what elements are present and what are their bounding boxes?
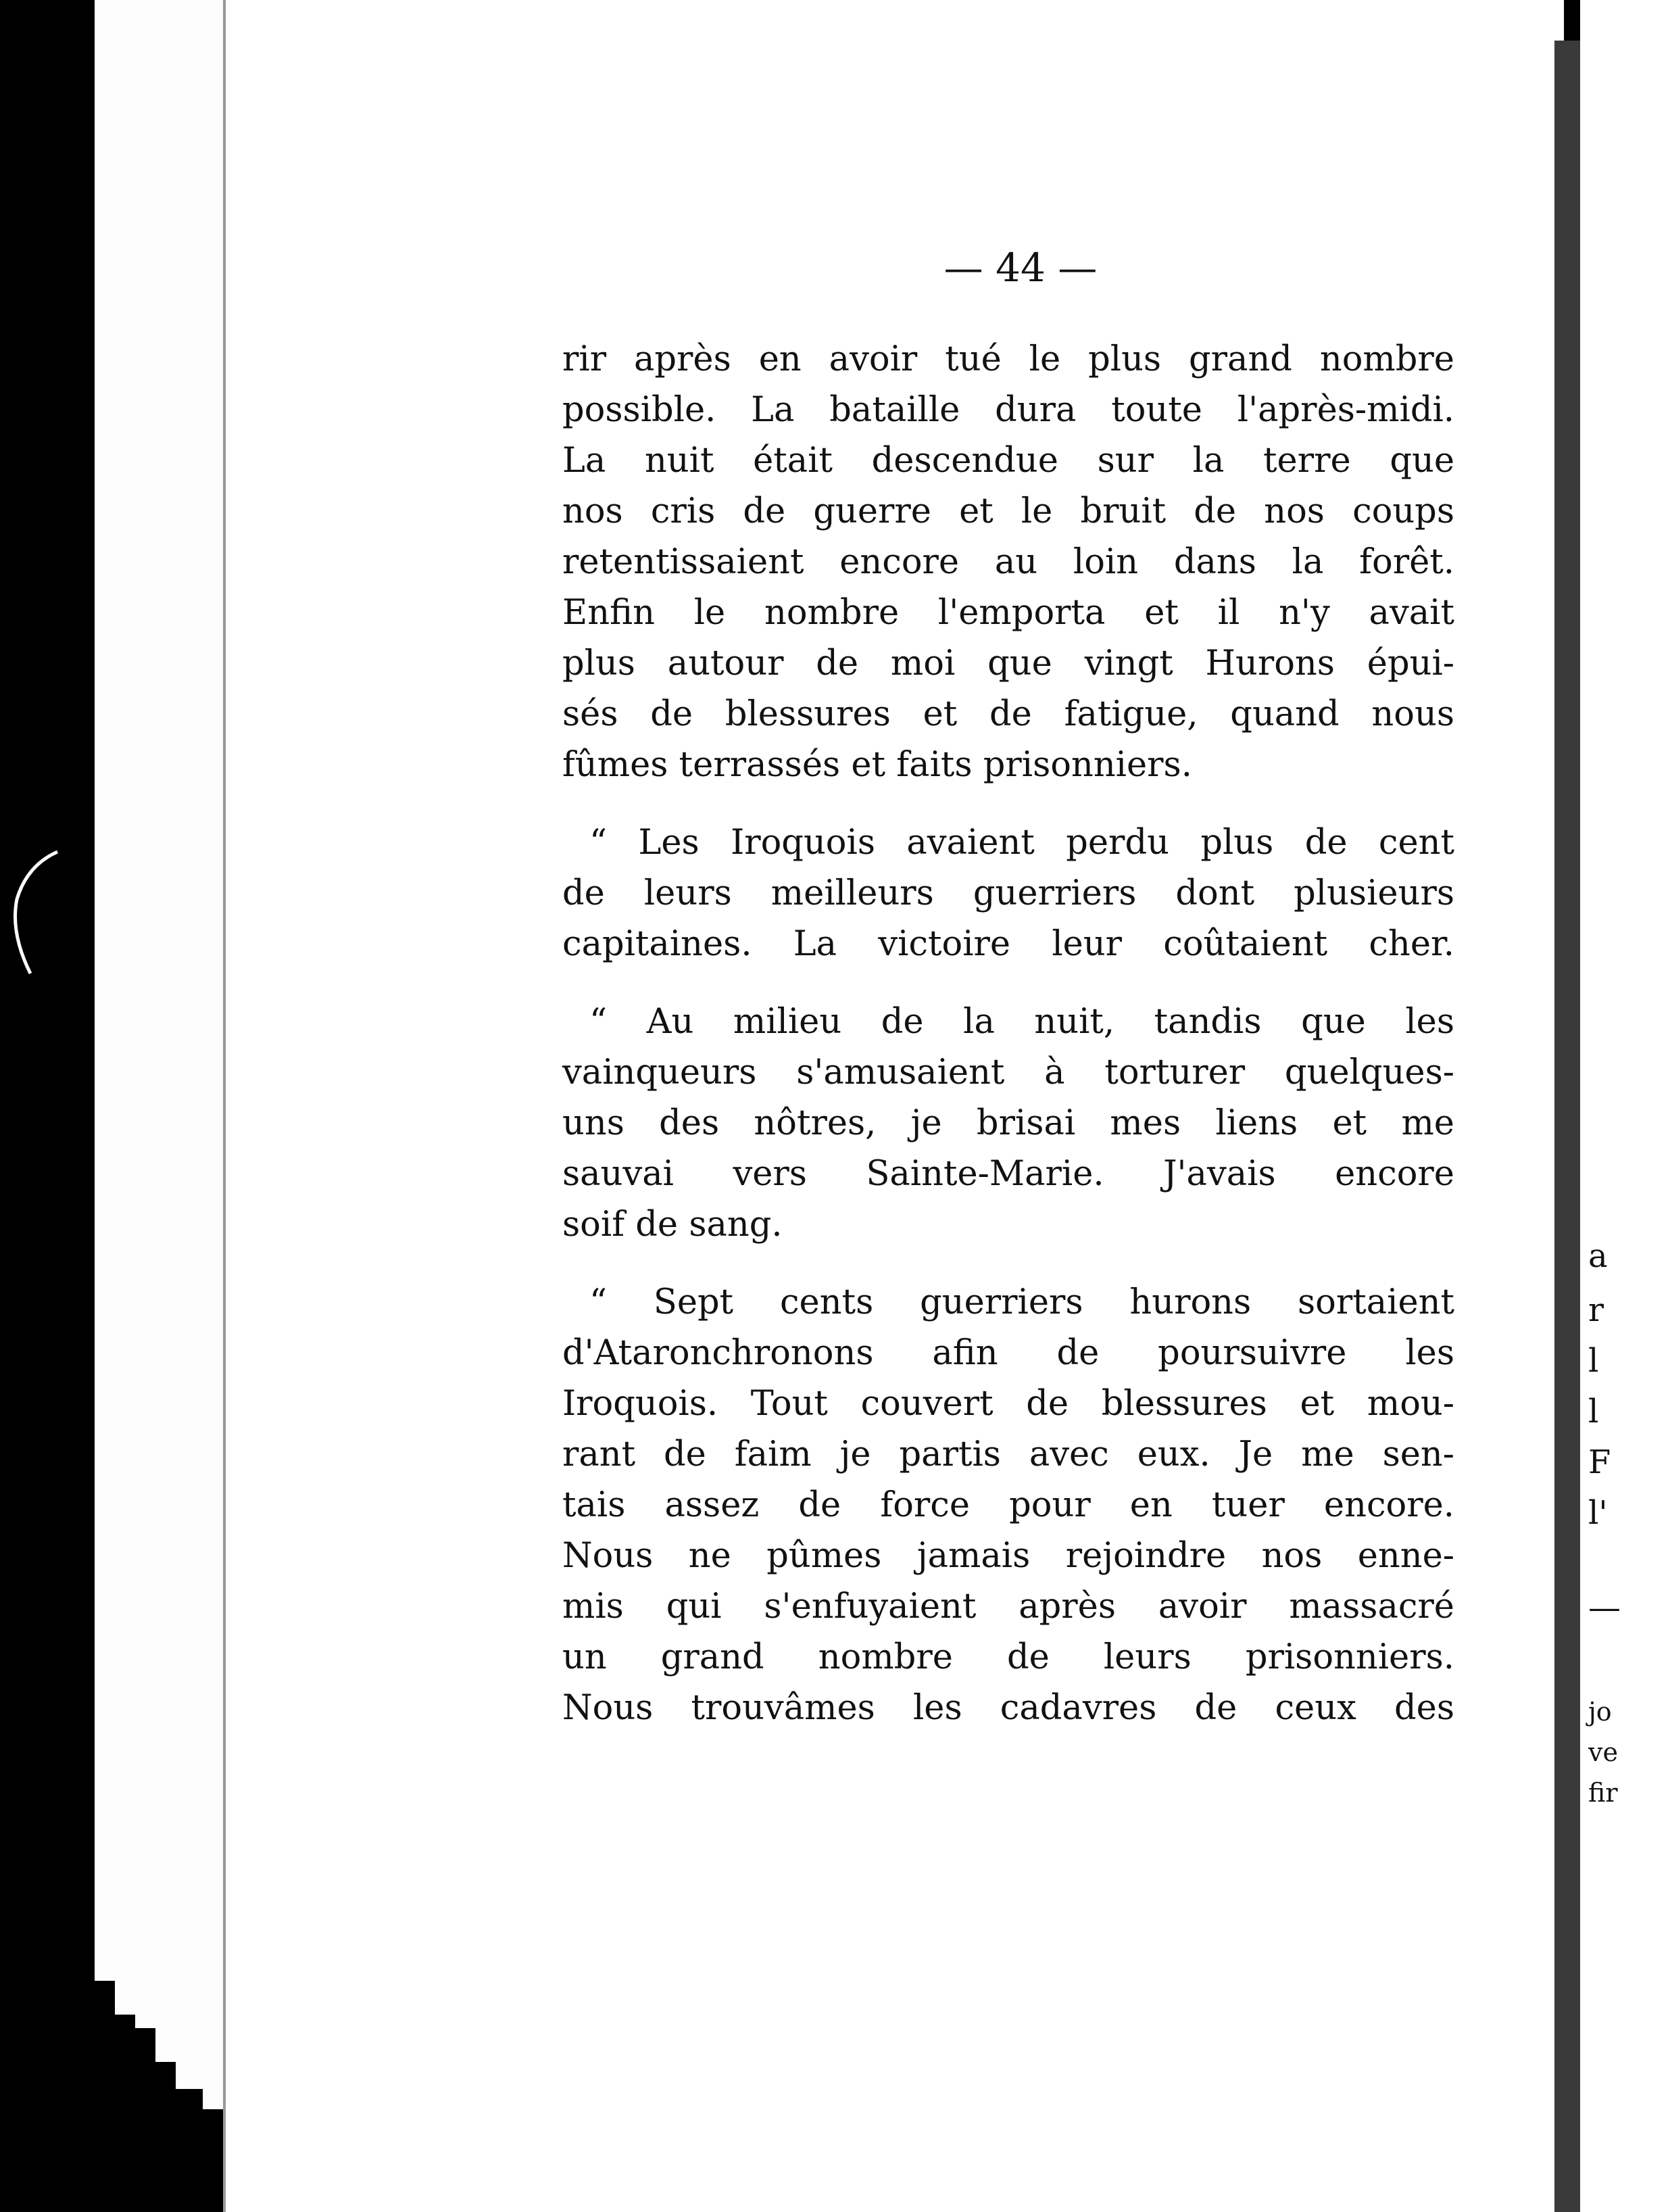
text-line: fûmes terrassés et faits prisonniers.	[562, 745, 1192, 785]
text-line: “ Au milieu de la nuit, tandis que les	[589, 1002, 1454, 1042]
margin-mark-icon	[0, 838, 61, 987]
adjacent-page	[1580, 0, 1668, 2212]
fragment-text: l	[1588, 1393, 1599, 1430]
fragment-text: ve	[1588, 1737, 1618, 1767]
fragment-text: l'	[1588, 1494, 1608, 1532]
text-line: un grand nombre de leurs prisonniers.	[562, 1637, 1454, 1677]
fragment-text: fir	[1588, 1778, 1618, 1808]
text-line: tais assez de force pour en tuer encore.	[562, 1485, 1454, 1525]
text-line: “ Les Iroquois avaient perdu plus de cent	[589, 823, 1454, 863]
fragment-text: l	[1588, 1342, 1599, 1380]
text-line: Enfin le nombre l'emporta et il n'y avait	[562, 593, 1454, 633]
fragment-text: —	[1588, 1589, 1621, 1627]
page-number: — 44 —	[943, 245, 1098, 291]
fragment-text: jo	[1588, 1697, 1612, 1727]
text-line: de leurs meilleurs guerriers dont plusieurs	[562, 873, 1454, 913]
text-line: plus autour de moi que vingt Hurons épui-	[562, 644, 1454, 683]
text-line: sés de blessures et de fatigue, quand nous	[562, 694, 1454, 734]
text-line: rant de faim je partis avec eux. Je me sen-	[562, 1435, 1454, 1474]
text-line: sauvai vers Sainte-Marie. J'avais encore	[562, 1154, 1454, 1194]
text-line: vainqueurs s'amusaient à torturer quelques-	[562, 1053, 1454, 1092]
text-line: possible. La bataille dura toute l'après-midi.	[562, 390, 1454, 430]
text-line: La nuit était descendue sur la terre que	[562, 441, 1454, 481]
text-line: Iroquois. Tout couvert de blessures et mou-	[562, 1384, 1454, 1424]
text-line: soif de sang.	[562, 1205, 783, 1245]
book-gutter	[1554, 41, 1580, 2212]
text-line: nos cris de guerre et le bruit de nos coups	[562, 491, 1454, 531]
text-line: Nous ne pûmes jamais rejoindre nos enne-	[562, 1536, 1454, 1576]
text-line: Nous trouvâmes les cadavres de ceux des	[562, 1688, 1454, 1728]
text-line: retentissaient encore au loin dans la forêt.	[562, 542, 1454, 582]
text-line: d'Ataronchronons afin de poursuivre les	[562, 1333, 1454, 1373]
text-line: rir après en avoir tué le plus grand nombre	[562, 339, 1454, 379]
text-line: capitaines. La victoire leur coûtaient cher.	[562, 924, 1454, 964]
body-text	[562, 334, 1454, 1733]
fragment-text: r	[1588, 1291, 1604, 1329]
fragment-text: F	[1588, 1443, 1611, 1481]
text-line: uns des nôtres, je brisai mes liens et me	[562, 1103, 1454, 1143]
text-line: mis qui s'enfuyaient après avoir massacré	[562, 1587, 1454, 1627]
text-line: “ Sept cents guerriers hurons sortaient	[589, 1282, 1454, 1322]
fragment-text: a	[1588, 1237, 1608, 1275]
